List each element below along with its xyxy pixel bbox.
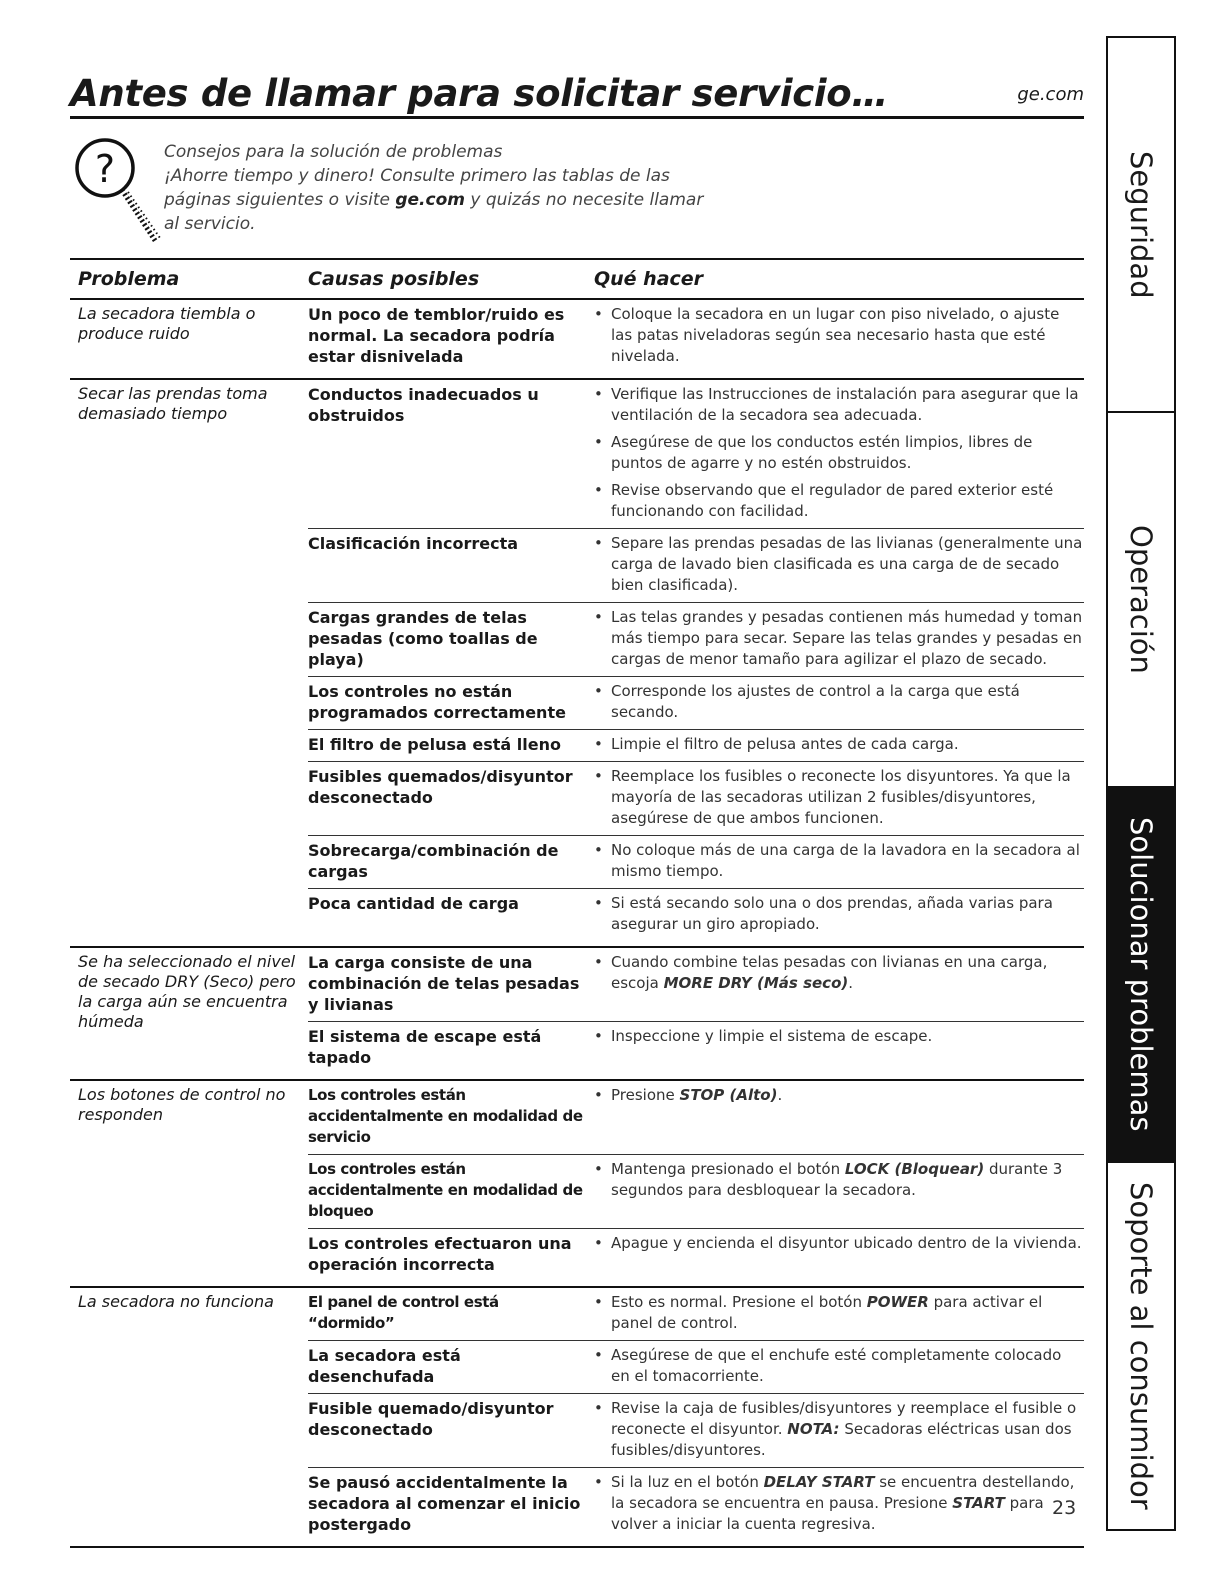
cause-text: Se pausó accidentalmente la secadora al comenzar el inicio postergado — [308, 1473, 581, 1534]
problem-group — [70, 948, 1084, 1081]
bullet-dot: • — [594, 953, 603, 971]
tips-line-1: Consejos para la solución de problemas — [164, 142, 503, 162]
action-text: Corresponde los ajustes de control a la carga que está secando. — [611, 682, 1020, 721]
bullet-dot: • — [594, 305, 603, 323]
action-text: Limpie el filtro de pelusa antes de cada carga. — [611, 735, 959, 753]
action-bullet — [594, 304, 1084, 367]
site-link[interactable]: ge.com — [1017, 84, 1084, 105]
action-bullet — [594, 893, 1084, 935]
tips-site-link[interactable]: ge.com — [395, 190, 465, 210]
cause-row — [308, 888, 1084, 941]
action-bullet — [594, 681, 1084, 723]
troubleshooting-tips — [164, 140, 744, 236]
action-text: Verifique las Instrucciones de instalación para asegurar que la ventilación de la secadora sea adecuada. — [611, 385, 1079, 424]
cause-row — [308, 528, 1084, 602]
side-tab-label: Operación — [1124, 525, 1158, 674]
cause-row — [308, 1340, 1084, 1393]
tips-line-4: al servicio. — [164, 214, 256, 234]
cause-row — [308, 1393, 1084, 1467]
bullet-dot: • — [594, 735, 603, 753]
bullet-dot: • — [594, 481, 603, 499]
bullet-dot: • — [594, 1293, 603, 1311]
action-text: Revise observando que el regulador de pared exterior esté funcionando con facilidad. — [611, 481, 1054, 520]
problem-text: Se ha seleccionado el nivel de secado DRY (Seco) pero la carga aún se encuentra húmeda — [78, 952, 296, 1031]
cause-text: Poca cantidad de carga — [308, 894, 519, 913]
bullet-dot: • — [594, 1346, 603, 1364]
cause-text: El sistema de escape está tapado — [308, 1027, 542, 1067]
action-text: Mantenga presionado el botón LOCK (Bloquear) durante 3 segundos para desbloquear la secadora. — [611, 1160, 1063, 1199]
problem-text: La secadora no funciona — [78, 1292, 274, 1311]
action-bullet — [594, 840, 1084, 882]
side-tab[interactable] — [1108, 38, 1174, 411]
table-header — [70, 260, 1084, 298]
cause-text: El filtro de pelusa está lleno — [308, 735, 561, 754]
action-text: Coloque la secadora en un lugar con piso nivelado, o ajuste las patas niveladoras según sea necesario hasta que esté nivelada. — [611, 305, 1060, 365]
action-bullet — [594, 432, 1084, 474]
cause-text: Fusible quemado/disyuntor desconectado — [308, 1399, 554, 1439]
action-text: Separe las prendas pesadas de las livianas (generalmente una carga de lavado bien clasificada es una carga de de secado bien clasificada). — [611, 534, 1083, 594]
cause-row — [308, 1154, 1084, 1228]
side-tab[interactable] — [1108, 788, 1174, 1161]
problem-text: Secar las prendas toma demasiado tiempo — [78, 384, 268, 423]
action-text: Si está secando solo una o dos prendas, añada varias para asegurar un giro apropiado. — [611, 894, 1053, 933]
action-text: Si la luz en el botón DELAY START se encuentra destellando, la secadora se encuentra en pausa. Presione START para volver a iniciar la cuenta regresiva. — [611, 1473, 1075, 1533]
page-number: 23 — [1052, 1497, 1077, 1519]
table-body — [70, 300, 1084, 1548]
svg-text:?: ? — [94, 147, 116, 191]
action-text: Presione STOP (Alto). — [611, 1086, 783, 1104]
cause-text: La carga consiste de una combinación de telas pesadas y livianas — [308, 953, 580, 1014]
action-bullet — [594, 1398, 1084, 1461]
problem-text: Los botones de control no responden — [78, 1085, 286, 1124]
bullet-dot: • — [594, 385, 603, 403]
section-tabs — [1106, 36, 1176, 1531]
bullet-dot: • — [594, 608, 603, 626]
action-text: Cuando combine telas pesadas con livianas en una carga, escoja MORE DRY (Más seco). — [611, 953, 1048, 992]
action-text: Apague y encienda el disyuntor ubicado dentro de la vivienda. — [611, 1234, 1082, 1252]
magnifier-question-icon — [72, 132, 164, 254]
cause-row — [308, 676, 1084, 729]
problem-group — [70, 1081, 1084, 1288]
cause-text: El panel de control está “dormido” — [308, 1293, 499, 1332]
cause-row — [308, 948, 1084, 1021]
action-bullet — [594, 1472, 1084, 1535]
cause-row — [308, 1081, 1084, 1154]
action-bullet — [594, 734, 1084, 755]
action-bullet — [594, 1233, 1084, 1254]
cause-row — [308, 729, 1084, 761]
cause-text: Sobrecarga/combinación de cargas — [308, 841, 559, 881]
bullet-dot: • — [594, 1086, 603, 1104]
action-text: Esto es normal. Presione el botón POWER para activar el panel de control. — [611, 1293, 1043, 1332]
action-bullet — [594, 1085, 1084, 1106]
cause-row — [308, 1467, 1084, 1541]
cause-row — [308, 300, 1084, 373]
cause-text: Conductos inadecuados u obstruidos — [308, 385, 539, 425]
title-divider — [70, 116, 1084, 119]
problem-group — [70, 300, 1084, 380]
cause-row — [308, 602, 1084, 676]
action-text: Las telas grandes y pesadas contienen más humedad y toman más tiempo para secar. Separe las telas grandes y pesadas en cargas de menor tamaño para agilizar el plazo de secado. — [611, 608, 1083, 668]
action-bullet — [594, 766, 1084, 829]
cause-row — [308, 761, 1084, 835]
problem-group — [70, 1288, 1084, 1548]
header-action: Qué hacer — [594, 268, 704, 290]
bullet-dot: • — [594, 894, 603, 912]
cause-row — [308, 1021, 1084, 1074]
bullet-dot: • — [594, 433, 603, 451]
side-tab-label: Seguridad — [1124, 150, 1158, 299]
action-bullet — [594, 1159, 1084, 1201]
action-bullet — [594, 1345, 1084, 1387]
problem-text: La secadora tiembla o produce ruido — [78, 304, 256, 343]
bullet-dot: • — [594, 767, 603, 785]
action-text: No coloque más de una carga de la lavadora en la secadora al mismo tiempo. — [611, 841, 1080, 880]
action-text: Asegúrese de que el enchufe esté completamente colocado en el tomacorriente. — [611, 1346, 1062, 1385]
cause-text: Los controles no están programados correctamente — [308, 682, 566, 722]
cause-text: Un poco de temblor/ruido es normal. La secadora podría estar disnivelada — [308, 305, 565, 366]
tips-line-3: páginas siguientes o visite ge.com y quizás no necesite llamar — [164, 190, 704, 210]
cause-text: Clasificación incorrecta — [308, 534, 519, 553]
page-title: Antes de llamar para solicitar servicio… — [70, 72, 889, 115]
action-text: Inspeccione y limpie el sistema de escape. — [611, 1027, 933, 1045]
bullet-dot: • — [594, 1473, 603, 1491]
action-bullet — [594, 1292, 1084, 1334]
side-tab[interactable] — [1108, 1163, 1174, 1529]
cause-text: Los controles están accidentalmente en modalidad de servicio — [308, 1086, 583, 1146]
cause-text: Los controles están accidentalmente en modalidad de bloqueo — [308, 1160, 583, 1220]
side-tab-label: Soporte al consumidor — [1124, 1182, 1158, 1510]
cause-text: Los controles efectuaron una operación incorrecta — [308, 1234, 572, 1274]
bullet-dot: • — [594, 1399, 603, 1417]
problem-group — [70, 380, 1084, 948]
side-tab-label: Solucionar problemas — [1124, 817, 1158, 1132]
action-bullet — [594, 1026, 1084, 1047]
tips-line-2: ¡Ahorre tiempo y dinero! Consulte primero las tablas de las — [164, 166, 670, 186]
header-causes: Causas posibles — [308, 268, 480, 290]
action-text: Reemplace los fusibles o reconecte los disyuntores. Ya que la mayoría de las secadoras utilizan 2 fusibles/disyuntores, asegúrese de que ambos funcionen. — [611, 767, 1071, 827]
action-bullet — [594, 384, 1084, 426]
bullet-dot: • — [594, 841, 603, 859]
cause-row — [308, 1228, 1084, 1281]
bullet-dot: • — [594, 1160, 603, 1178]
side-tab[interactable] — [1108, 413, 1174, 786]
cause-row — [308, 380, 1084, 528]
action-bullet — [594, 480, 1084, 522]
bullet-dot: • — [594, 682, 603, 700]
cause-text: Cargas grandes de telas pesadas (como toallas de playa) — [308, 608, 538, 669]
header-problem: Problema — [78, 268, 180, 290]
action-bullet — [594, 533, 1084, 596]
action-bullet — [594, 952, 1084, 994]
cause-text: La secadora está desenchufada — [308, 1346, 461, 1386]
cause-row — [308, 1288, 1084, 1340]
action-text: Revise la caja de fusibles/disyuntores y reemplace el fusible o reconecte el disyuntor. NOTA: Secadoras eléctricas usan dos fusibles/disyuntores. — [611, 1399, 1077, 1459]
bullet-dot: • — [594, 1234, 603, 1252]
cause-row — [308, 835, 1084, 888]
troubleshooting-table — [70, 258, 1084, 1548]
bullet-dot: • — [594, 1027, 603, 1045]
action-bullet — [594, 607, 1084, 670]
action-text: Asegúrese de que los conductos estén limpios, libres de puntos de agarre y no estén obstruidos. — [611, 433, 1033, 472]
bullet-dot: • — [594, 534, 603, 552]
cause-text: Fusibles quemados/disyuntor desconectado — [308, 767, 573, 807]
